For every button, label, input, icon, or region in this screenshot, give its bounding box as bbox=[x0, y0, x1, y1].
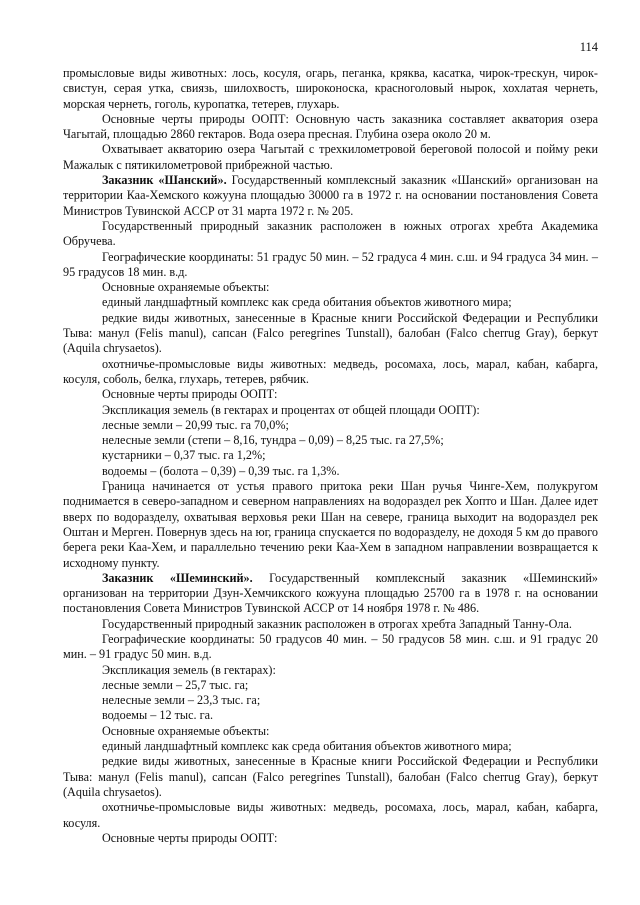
paragraph: лесные земли – 25,7 тыс. га; bbox=[102, 677, 249, 692]
section-heading: Заказник «Шеминский». bbox=[102, 570, 253, 585]
paragraph: редкие виды животных, занесенные в Красные книги Российской Федерации и Республики Тыва: манул (Felis manul), сапсан (Falco peregrines Tunstall), балобан (Falco cherrug Gray), беркут (Aquila chrysaetos). bbox=[63, 754, 598, 799]
paragraph: Географические координаты: 51 градус 50 мин. – 52 градуса 4 мин. с.ш. и 94 градуса 34 мин. – 95 градусов 18 мин. в.д. bbox=[63, 249, 598, 279]
paragraph: водоемы – 12 тыс. га. bbox=[102, 708, 214, 723]
paragraph: кустарники – 0,37 тыс. га 1,2%; bbox=[102, 448, 266, 463]
body-text bbox=[63, 66, 598, 846]
paragraph: нелесные земли (степи – 8,16, тундра – 0,09) – 8,25 тыс. га 27,5%; bbox=[102, 433, 444, 448]
paragraph: Основные охраняемые объекты: bbox=[102, 723, 270, 738]
section-heading: Заказник «Шанский». bbox=[102, 173, 227, 188]
paragraph: Экспликация земель (в гектарах): bbox=[102, 662, 276, 677]
paragraph: редкие виды животных, занесенные в Красные книги Российской Федерации и Республики Тыва: манул (Felis manul), сапсан (Falco peregrines Tunstall), балобан (Falco cherrug Gray), беркут (Aquila chrysaetos). bbox=[63, 310, 598, 356]
paragraph: лесные земли – 20,99 тыс. га 70,0%; bbox=[102, 417, 289, 432]
paragraph: Заказник «Шеминский». Государственный комплексный заказник «Шеминский» организован на территории Дзун-Хемчикского кожууна площадью 25700 га в 1978 г. на основании постановления Совета Министров Тувинской АССР от 14 ноября 1978 г. № 486. bbox=[63, 570, 598, 616]
paragraph: Охватывает акваторию озера Чагытай с трехкилометровой береговой полосой и пойму реки Мажалык с пятикилометровой прибрежной частью. bbox=[63, 142, 598, 172]
paragraph: Государственный природный заказник расположен в отрогах хребта Западный Танну-Ола. bbox=[102, 616, 572, 631]
paragraph: Основные черты природы ООПТ: bbox=[102, 387, 278, 402]
paragraph: нелесные земли – 23,3 тыс. га; bbox=[102, 693, 261, 708]
paragraph: Основные черты природы ООПТ: bbox=[102, 830, 278, 845]
paragraph: промысловые виды животных: лось, косуля, огарь, пеганка, кряква, касатка, чирок-трескун, чирок-свистун, серая утка, свиязь, шилохвость, широконоска, красноголовый нырок, хохлатая чернеть, морская чернеть, гоголь, куропатка, тетерев, глухарь. bbox=[63, 66, 598, 111]
page-number: 114 bbox=[579, 40, 598, 54]
paragraph: водоемы – (болота – 0,39) – 0,39 тыс. га 1,3%. bbox=[102, 463, 340, 478]
paragraph: Государственный природный заказник расположен в южных отрогах хребта Академика Обручева. bbox=[63, 218, 598, 249]
paragraph: охотничье-промысловые виды животных: медведь, росомаха, лось, марал, кабан, кабарга, косуля, соболь, белка, глухарь, тетерев, рябчик. bbox=[63, 356, 598, 386]
paragraph: Заказник «Шанский». Государственный комплексный заказник «Шанский» организован на территории Каа-Хемского кожууна площадью 30000 га в 1972 г. на основании постановления Совета Министров Тувинской АССР от 31 марта 1972 г. № 205. bbox=[63, 173, 598, 218]
paragraph: Основные охраняемые объекты: bbox=[102, 280, 270, 295]
paragraph: Географические координаты: 50 градусов 40 мин. – 50 градусов 58 мин. с.ш. и 91 градус 20 мин. – 91 градус 50 мин. в.д. bbox=[63, 631, 598, 662]
paragraph: единый ландшафтный комплекс как среда обитания объектов животного мира; bbox=[102, 739, 512, 754]
paragraph: Экспликация земель (в гектарах и процентах от общей площади ООПТ): bbox=[102, 402, 480, 417]
paragraph: Основные черты природы ООПТ: Основную часть заказника составляет акватория озера Чагытай, площадью 2860 гектаров. Вода озера пресная. Глубина озера около 20 м. bbox=[63, 111, 598, 142]
paragraph: Граница начинается от устья правого притока реки Шан ручья Чинге-Хем, полукругом поднимается в северо-западном и северном направлениях на водораздел рек Хопто и Шан. Далее идет вверх по водоразделу, охватывая верховья реки Шан на севере, граница выходит на водораздел рек Оштан и Мерген. Повернув здесь на юг, граница спускается по водоразделу, не доходя 5 км до правого берега реки Каа-Хем, и параллельно течению реки Каа-Хем в западном направлении возвращается к исходному пункту. bbox=[63, 479, 598, 570]
paragraph: охотничье-промысловые виды животных: медведь, росомаха, лось, марал, кабан, кабарга, косуля. bbox=[63, 800, 598, 830]
paragraph: единый ландшафтный комплекс как среда обитания объектов животного мира; bbox=[102, 295, 512, 310]
